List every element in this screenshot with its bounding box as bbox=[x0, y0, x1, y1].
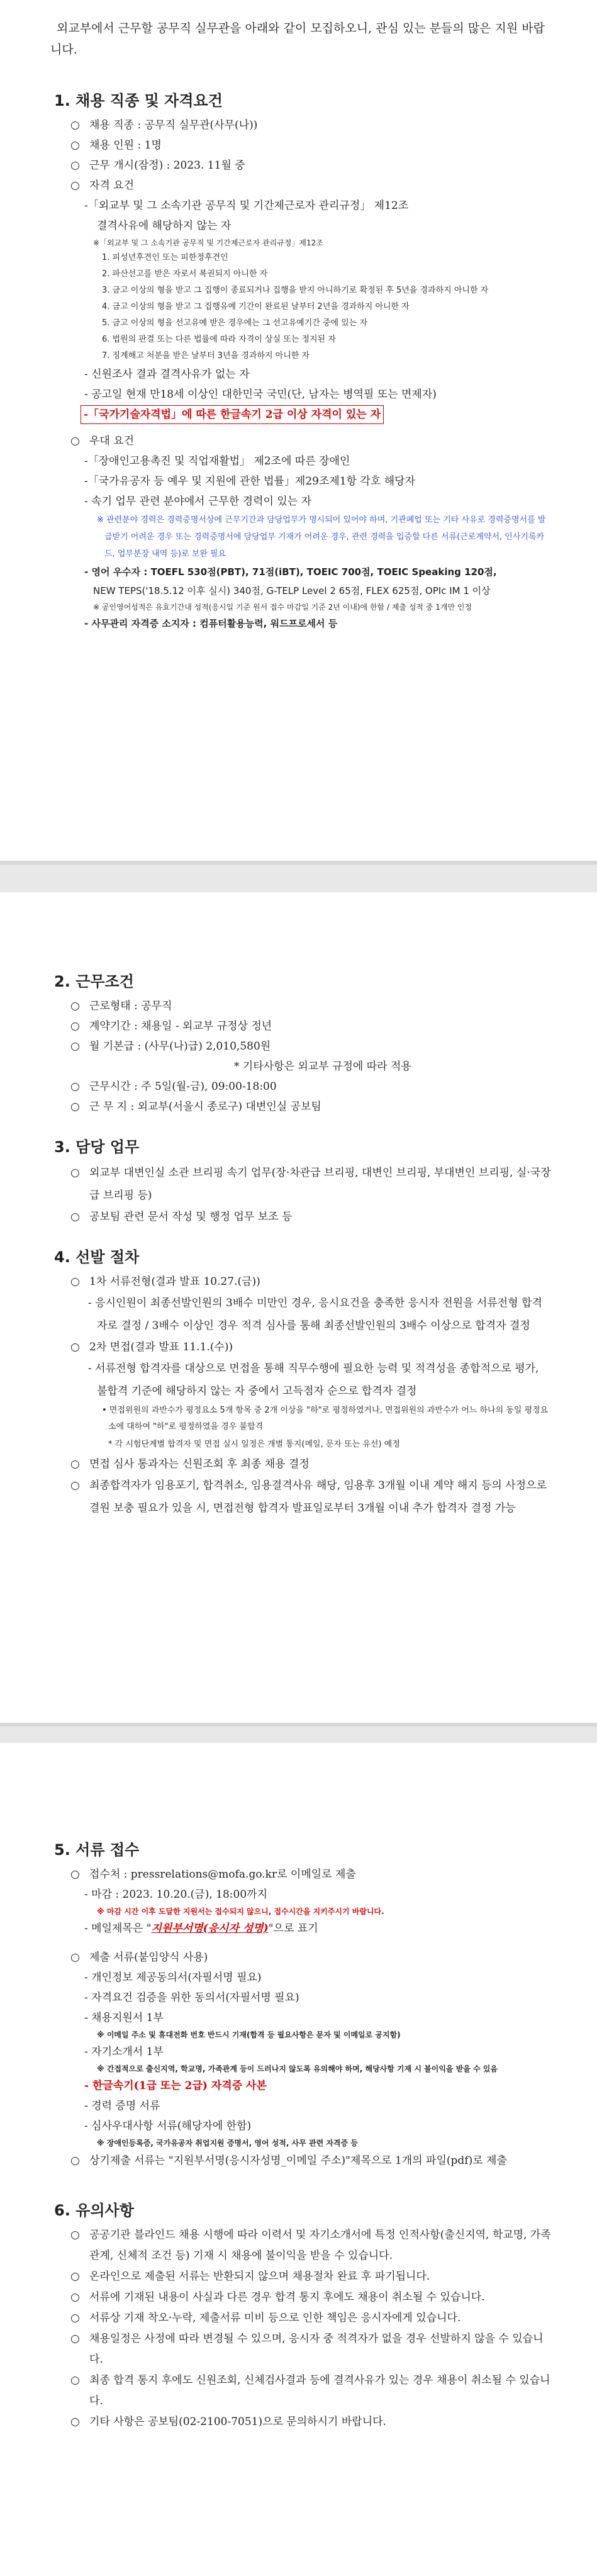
disqualification-rule: -「외교부 및 그 소속기관 공무직 및 기간제근로자 관리규정」 제12조 bbox=[84, 199, 409, 212]
document-page-1 bbox=[0, 0, 597, 861]
round-1-detail: - 응시인원이 최종선발인원의 3배수 미만인 경우, 응시요건을 충족한 응시자 전원을 서류전형 합격자로 결정 / 3배수 이상인 경우 적격 심사를 통해 최종선발인원의 3배수 이상으로 합격자 결정 bbox=[88, 1297, 542, 1332]
experience-note: ※ 관련분야 경력은 경력증명서상에 근무기간과 담당업무가 명시되어 있어야 하며, 기관폐업 또는 기타 사유로 경력증명서를 발급받기 어려운 경우 또는 경력증명서에 담당업무 기재가 어려운 경우, 관련 경력을 입증할 다른 서류(근로계약서, 인사기록카드, 업무분장 내역 등)로 보완 필요 bbox=[97, 515, 546, 559]
section-1-title: 1. 채용 직종 및 자격요건 bbox=[54, 92, 223, 109]
round-2-detail: - 서류전형 합격자를 대상으로 면접을 통해 직무수행에 필요한 능력 및 적격성을 종합적으로 평가, 불합격 기준에 해당하지 않는 자 중에서 고득점자 순으로 합격자 결정 bbox=[88, 1362, 539, 1397]
page-separator bbox=[0, 1723, 597, 1727]
documents-head: ○ 제출 서류(붙임양식 사용) bbox=[70, 1951, 208, 1964]
round-3: ○ 면접 심사 통과자는 신원조회 후 최종 채용 결정 bbox=[70, 1458, 310, 1470]
round-2: ○ 2차 면접(결과 발표 11.1.(수)) bbox=[70, 1341, 233, 1353]
preference-english: - 영어 우수자 : TOEFL 530점(PBT), 71점(iBT), TOEIC 700점, TOEIC Speaking 120점, bbox=[84, 566, 497, 578]
pay-note: * 기타사항은 외교부 규정에 따라 적용 bbox=[234, 1060, 411, 1073]
notice-item: ○ 서류상 기재 착오·누락, 제출서류 미비 등으로 인한 책임은 응시자에게 있습니다. bbox=[45, 2308, 552, 2329]
work-type: ○ 근로형태 : 공무직 bbox=[70, 1000, 172, 1012]
preference-veterans: -「국가유공자 등 예우 및 지원에 관한 법률」제29조제1항 각호 해당자 bbox=[84, 475, 415, 488]
task-briefing: ○ 외교부 대변인실 소관 브리핑 속기 업무(장·차관급 브리핑, 대변인 브리핑, 부대변인 브리핑, 실·국장급 브리핑 등) bbox=[70, 1167, 551, 1202]
notice-item: ○ 최종 합격 통지 후에도 신원조회, 신체검사결과 등에 결격사유가 있는 경우 채용이 취소될 수 있습니다. bbox=[45, 2370, 552, 2412]
contract-period: ○ 계약기간 : 채용일 - 외교부 규정상 정년 bbox=[70, 1020, 272, 1033]
preference-certificate: - 사무관리 자격증 소지자 : 컴퓨터활용능력, 워드프로세서 등 bbox=[84, 618, 338, 629]
doc-certificate: - 한글속기(1급 또는 2급) 자격증 사본 bbox=[84, 2080, 267, 2092]
doc-application: - 채용지원서 1부 bbox=[84, 2012, 164, 2024]
bullet-mark: ○ bbox=[70, 2229, 80, 2241]
disqualification-item: 1. 피성년후견인 또는 피한정후견인 bbox=[102, 253, 228, 262]
page-separator bbox=[0, 861, 597, 865]
disqualification-item: 4. 금고 이상의 형을 받고 그 집행유예 기간이 완료된 날부터 2년을 경과하지 아니한 자 bbox=[102, 302, 410, 311]
bullet-mark: ○ bbox=[70, 2270, 80, 2283]
doc-career: - 경력 증명 서류 bbox=[84, 2100, 160, 2112]
age-requirement: - 공고일 현재 만18세 이상인 대한민국 국민(단, 남자는 병역필 또는 면제자) bbox=[84, 388, 437, 401]
disqualification-item: 3. 금고 이상의 형을 받고 그 집행이 종료되거나 집행을 받지 아니하기로 확정된 후 5년을 경과하지 아니한 자 bbox=[102, 286, 489, 295]
doc-preference: - 심사우대사항 서류(해당자에 한함) bbox=[84, 2120, 252, 2132]
doc-self-intro: - 자기소개서 1부 bbox=[84, 2046, 164, 2058]
doc-preference-note: ※ 장애인등록증, 국가유공자 취업지원 증명서, 영어 성적, 사무 관련 자격증 등 bbox=[97, 2139, 358, 2148]
qualification-head: ○ 자격 요건 bbox=[70, 179, 135, 192]
preference-experience: - 속기 업무 관련 분야에서 근무한 경력이 있는 자 bbox=[84, 495, 311, 508]
korean-stenography-requirement: -「국가기술자격법」에 따른 한글속기 2급 이상 자격이 있는 자 bbox=[45, 405, 552, 425]
bullet-mark: ○ bbox=[70, 2291, 80, 2304]
bullet-mark: ○ bbox=[70, 2374, 80, 2387]
notice-item: ○ 공공기관 블라인드 채용 시행에 따라 이력서 및 자기소개서에 특정 인적사항(출신지역, 학교명, 가족관계, 신체적 조건 등) 기재 시 채용에 불이익을 받을 수 있습니다. bbox=[45, 2225, 552, 2266]
section-5-title: 5. 서류 접수 bbox=[54, 1841, 140, 1859]
document-page-2 bbox=[0, 892, 597, 1723]
doc-privacy: - 개인정보 제공동의서(자필서명 필요) bbox=[84, 1971, 262, 1984]
work-hours: ○ 근무시간 : 주 5일(월-금), 09:00-18:00 bbox=[70, 1080, 277, 1093]
work-place: ○ 근 무 지 : 외교부(서울시 종로구) 대변인실 공보팀 bbox=[70, 1100, 321, 1113]
doc-application-note: ※ 이메일 주소 및 휴대전화 번호 반드시 기재(합격 등 필요사항은 문자 및 이메일로 공지함) bbox=[97, 2030, 401, 2039]
disqualification-item: 7. 징계해고 처분을 받은 날부터 3년을 경과하지 아니한 자 bbox=[102, 351, 310, 361]
interview-fail-rule: • 면접위원의 과반수가 평정요소 5개 항목 중 2개 이상을 "하"로 평정하였거나, 면접위원의 과반수가 어느 하나의 동일 평정요소에 대하여 "하"로 평정하였을 경우 불합격 bbox=[102, 1406, 549, 1431]
disqualification-list bbox=[45, 250, 552, 364]
round-4: ○ 최종합격자가 임용포기, 합격취소, 임용결격사유 해당, 임용후 3개월 이내 계약 해지 등의 사정으로 결원 보충 필요가 있을 시, 면접전형 합격자 발표일로부터 3개월 이내 추가 합격자 결정 가능 bbox=[70, 1479, 547, 1515]
section-2-title: 2. 근무조건 bbox=[54, 973, 134, 990]
preference-disabled: -「장애인고용촉진 및 직업재활법」 제2조에 따른 장애인 bbox=[84, 455, 350, 468]
schedule-note: * 각 시험단계별 합격자 및 면접 실시 일정은 개별 통지(메일, 문자 또는 유선) 예정 bbox=[108, 1440, 400, 1449]
section-3-title: 3. 담당 업무 bbox=[54, 1138, 140, 1156]
disqualification-note-head: ※「외교부 및 그 소속기관 공무직 및 기간제근로자 관리규정」제12조 bbox=[93, 238, 323, 247]
section-4-title: 4. 선발 절차 bbox=[54, 1248, 140, 1266]
disqualification-item: 5. 금고 이상의 형을 선고유예 받은 경우에는 그 선고유예기간 중에 있는 자 bbox=[102, 318, 368, 328]
disqualification-item: 6. 법원의 판결 또는 다른 법률에 따라 자격이 상실 또는 정지된 자 bbox=[102, 335, 336, 344]
doc-self-intro-note: ※ 간접적으로 출신지역, 학교명, 가족관계 등이 드러나지 않도록 유의해야 하며, 해당사항 기재 시 불이익을 받을 수 있음 bbox=[97, 2064, 498, 2073]
notice-item: ○ 기타 사항은 공보팀(02-2100-7051)으로 문의하시기 바랍니다. bbox=[45, 2412, 552, 2433]
bullet-mark: ○ bbox=[70, 2312, 80, 2324]
preference-head: ○ 우대 요건 bbox=[70, 435, 135, 447]
disqualification-rule-cont: 결격사유에 해당하지 않는 자 bbox=[97, 220, 232, 232]
notice-item: ○ 서류에 기재된 내용이 사실과 다른 경우 합격 통지 후에도 채용이 취소될 수 있습니다. bbox=[45, 2287, 552, 2308]
bullet-mark: ○ bbox=[70, 2416, 80, 2428]
deadline-note: ※ 마감 시간 이후 도달한 지원서는 접수되지 않으니, 접수시간을 지키주시기 바랍니다. bbox=[97, 1907, 384, 1916]
receive-address: ○ 접수처 : pressrelations@mofa.go.kr로 이메일로 제출 bbox=[70, 1868, 356, 1881]
base-pay: ○ 월 기본급 : (사무(나)급) 2,010,580원 bbox=[70, 1040, 271, 1053]
notice-item: ○ 채용일정은 사정에 따라 변경될 수 있으며, 응시자 중 적격자가 없을 경우 선발하지 않을 수 있습니다. bbox=[45, 2329, 552, 2370]
headcount-line: ○ 채용 인원 : 1명 bbox=[70, 139, 162, 152]
notice-item: ○ 온라인으로 제출된 서류는 반환되지 않으며 채용절차 완료 후 파기됩니다. bbox=[45, 2266, 552, 2287]
job-line: ○ 채용 직종 : 공무직 실무관(사무(나)) bbox=[70, 119, 258, 132]
intro-paragraph: 외교부에서 근무할 공무직 실무관을 아래와 같이 모집하오니, 관심 있는 분들의 많은 지원 바랍니다. bbox=[50, 21, 545, 57]
notice-list bbox=[45, 2225, 552, 2433]
document-page-3 bbox=[0, 1743, 597, 2576]
mail-subject-rule: - 메일제목은 "지원부서명(응시자 성명)"으로 표기 bbox=[84, 1922, 318, 1935]
doc-consent: - 자격요건 검증을 위한 동의서(자필서명 필요) bbox=[84, 1991, 299, 2004]
task-admin: ○ 공보팀 관련 문서 작성 및 행정 업무 보조 등 bbox=[70, 1211, 293, 1223]
deadline: - 마감 : 2023. 10.20.(금), 18:00까지 bbox=[84, 1888, 267, 1901]
merge-rule: ○ 상기제출 서류는 "지원부서명(응시자성명_이메일 주소)"제목으로 1개의 파일(pdf)로 제출 bbox=[70, 2154, 507, 2167]
english-score-note: ※ 공인영어성적은 유효기간내 성적(응시일 기준 원서 접수 마감일 기준 2년 이내)에 한함 / 제출 성적 중 1개만 인정 bbox=[93, 603, 472, 612]
bullet-mark: ○ bbox=[70, 2332, 80, 2345]
background-check: - 신원조사 결과 결격사유가 없는 자 bbox=[84, 368, 250, 381]
section-6-title: 6. 유의사항 bbox=[54, 2202, 134, 2219]
start-line: ○ 근무 개시(잠정) : 2023. 11월 중 bbox=[70, 159, 245, 172]
round-1: ○ 1차 서류전형(결과 발표 10.27.(금)) bbox=[70, 1275, 260, 1288]
preference-english-cont: NEW TEPS('18.5.12 이후 실시) 340점, G-TELP Level 2 65점, FLEX 625점, OPIc IM 1 이상 bbox=[93, 585, 491, 596]
disqualification-item: 2. 파산선고를 받은 자로서 복권되지 아니한 자 bbox=[102, 269, 268, 279]
